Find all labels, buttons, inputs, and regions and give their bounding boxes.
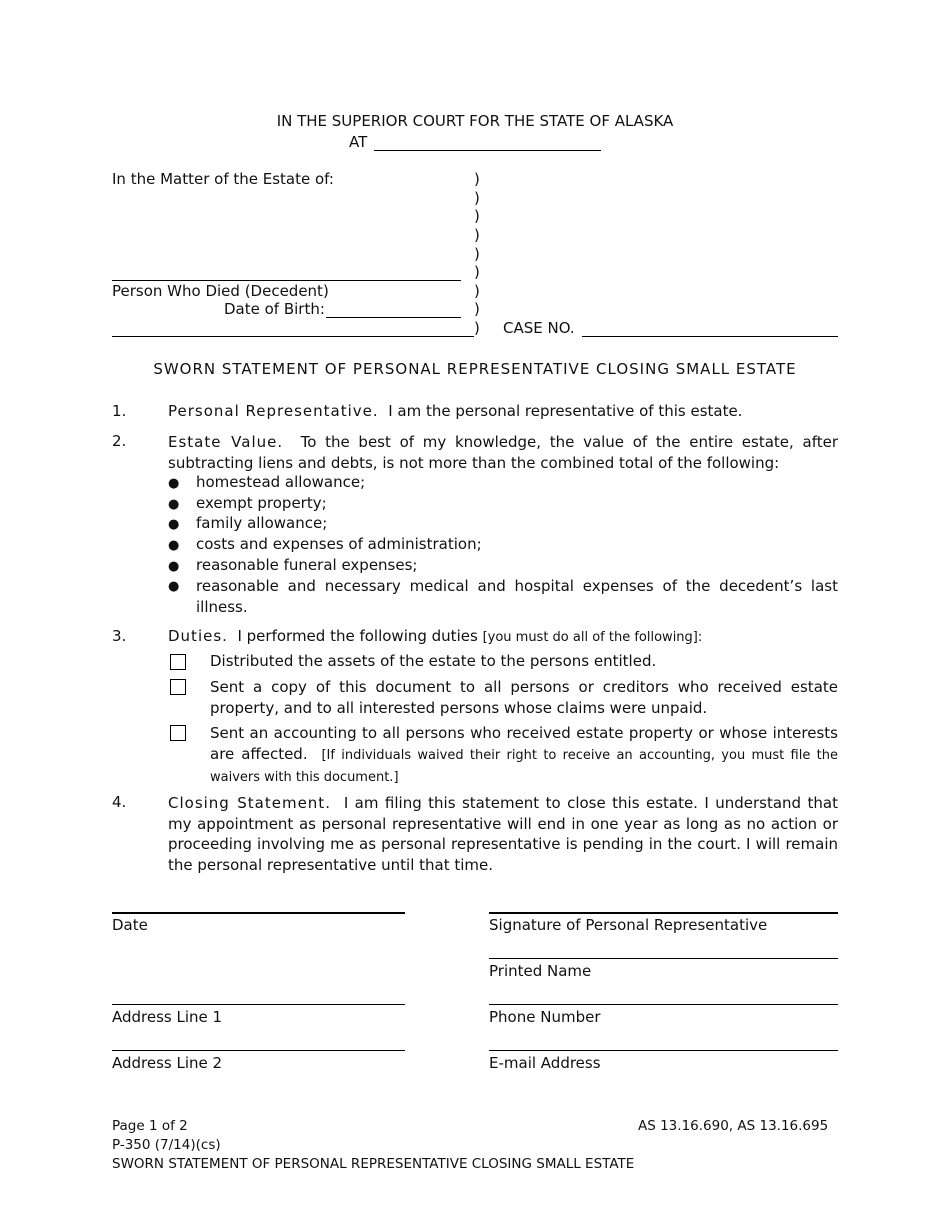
caption-paren: ) (474, 300, 480, 318)
list-item: exempt property; (196, 494, 327, 512)
item-note: [you must do all of the following]: (482, 630, 703, 645)
caption-paren: ) (474, 263, 480, 281)
signature-label: Signature of Personal Representative (489, 916, 768, 934)
decedent-label: Person Who Died (Decedent) (112, 282, 329, 300)
list-item: family allowance; (196, 514, 328, 532)
caption-paren: ) (474, 207, 480, 225)
phone-label: Phone Number (489, 1008, 601, 1026)
address-line-2-label: Address Line 2 (112, 1054, 223, 1072)
item-4-text (168, 793, 838, 875)
caption-paren: ) (474, 170, 480, 188)
footer-title: SWORN STATEMENT OF PERSONAL REPRESENTATIVE CLOSING SMALL ESTATE (112, 1156, 635, 1172)
item-2-text (168, 432, 838, 473)
list-item: reasonable funeral expenses; (196, 556, 418, 574)
item-number: 4. (112, 793, 127, 811)
duty-text: Sent a copy of this document to all persons or creditors who received estate property, and to all interested persons whose claims were unpaid. (210, 678, 838, 717)
document-title: SWORN STATEMENT OF PERSONAL REPRESENTATIVE CLOSING SMALL ESTATE (153, 360, 797, 378)
decedent-name-field[interactable] (112, 280, 461, 281)
at-location-field[interactable] (374, 150, 601, 151)
case-no-field[interactable] (582, 336, 838, 337)
caption-bottom-rule (112, 336, 474, 337)
item-heading: Closing Statement. (168, 794, 331, 812)
duty-checkbox[interactable] (170, 679, 186, 695)
caption-paren: ) (474, 189, 480, 207)
dob-field[interactable] (326, 317, 461, 318)
phone-field[interactable] (489, 1004, 838, 1005)
matter-label: In the Matter of the Estate of: (112, 170, 334, 188)
duty-checkbox[interactable] (170, 725, 186, 741)
case-no-label: CASE NO. (503, 319, 575, 337)
statute-reference: AS 13.16.690, AS 13.16.695 (638, 1118, 829, 1134)
bullet-icon: ● (168, 579, 180, 594)
duty-text: Distributed the assets of the estate to the persons entitled. (210, 652, 657, 670)
item-body: I performed the following duties (237, 627, 478, 645)
duty-body: Sent an accounting to all persons who received estate property or whose interests are affected. (210, 724, 838, 763)
list-item: homestead allowance; (196, 473, 366, 491)
address-line-1-label: Address Line 1 (112, 1008, 223, 1026)
printed-name-label: Printed Name (489, 962, 592, 980)
item-heading: Estate Value. (168, 433, 284, 451)
duty-checkbox[interactable] (170, 654, 186, 670)
bullet-icon: ● (168, 476, 180, 491)
caption-paren: ) (474, 319, 480, 337)
at-label: AT (349, 133, 368, 151)
printed-name-field[interactable] (489, 958, 838, 959)
duty-text (210, 723, 838, 789)
bullet-icon: ● (168, 559, 180, 574)
caption-paren: ) (474, 226, 480, 244)
caption-paren: ) (474, 245, 480, 263)
item-heading: Duties. (168, 627, 228, 645)
court-heading: IN THE SUPERIOR COURT FOR THE STATE OF ALASKA (276, 112, 674, 130)
item-number: 3. (112, 627, 127, 645)
form-number: P-350 (7/14)(cs) (112, 1137, 221, 1153)
item-3-text (168, 627, 702, 645)
signature-field[interactable] (489, 912, 838, 914)
bullet-icon: ● (168, 538, 180, 553)
item-heading: Personal Representative. (168, 402, 379, 420)
email-label: E-mail Address (489, 1054, 601, 1072)
item-number: 2. (112, 432, 127, 450)
address-line-2-field[interactable] (112, 1050, 405, 1051)
dob-label: Date of Birth: (224, 300, 325, 318)
date-field[interactable] (112, 912, 405, 914)
list-item: costs and expenses of administration; (196, 535, 482, 553)
duty-note: [If individuals waived their right to receive an accounting, you must file the waivers with this document.] (210, 747, 838, 786)
item-number: 1. (112, 402, 127, 420)
address-line-1-field[interactable] (112, 1004, 405, 1005)
page-number: Page 1 of 2 (112, 1118, 188, 1134)
email-field[interactable] (489, 1050, 838, 1051)
item-body: To the best of my knowledge, the value of the entire estate, after subtracting liens and debts, is not more than the combined total of the following: (168, 433, 839, 472)
bullet-icon: ● (168, 517, 180, 532)
item-1-text (168, 402, 742, 420)
date-label: Date (112, 916, 148, 934)
caption-paren: ) (474, 282, 480, 300)
list-item: reasonable and necessary medical and hospital expenses of the decedent’s last illness. (196, 577, 838, 616)
bullet-icon: ● (168, 497, 180, 512)
item-body: I am filing this statement to close this estate. I understand that my appointment as personal representative will end in one year as long as no action or proceeding involving me as personal representative is pending in the court. I will remain the personal representative until that time. (168, 794, 838, 874)
item-body: I am the personal representative of this estate. (388, 402, 743, 420)
